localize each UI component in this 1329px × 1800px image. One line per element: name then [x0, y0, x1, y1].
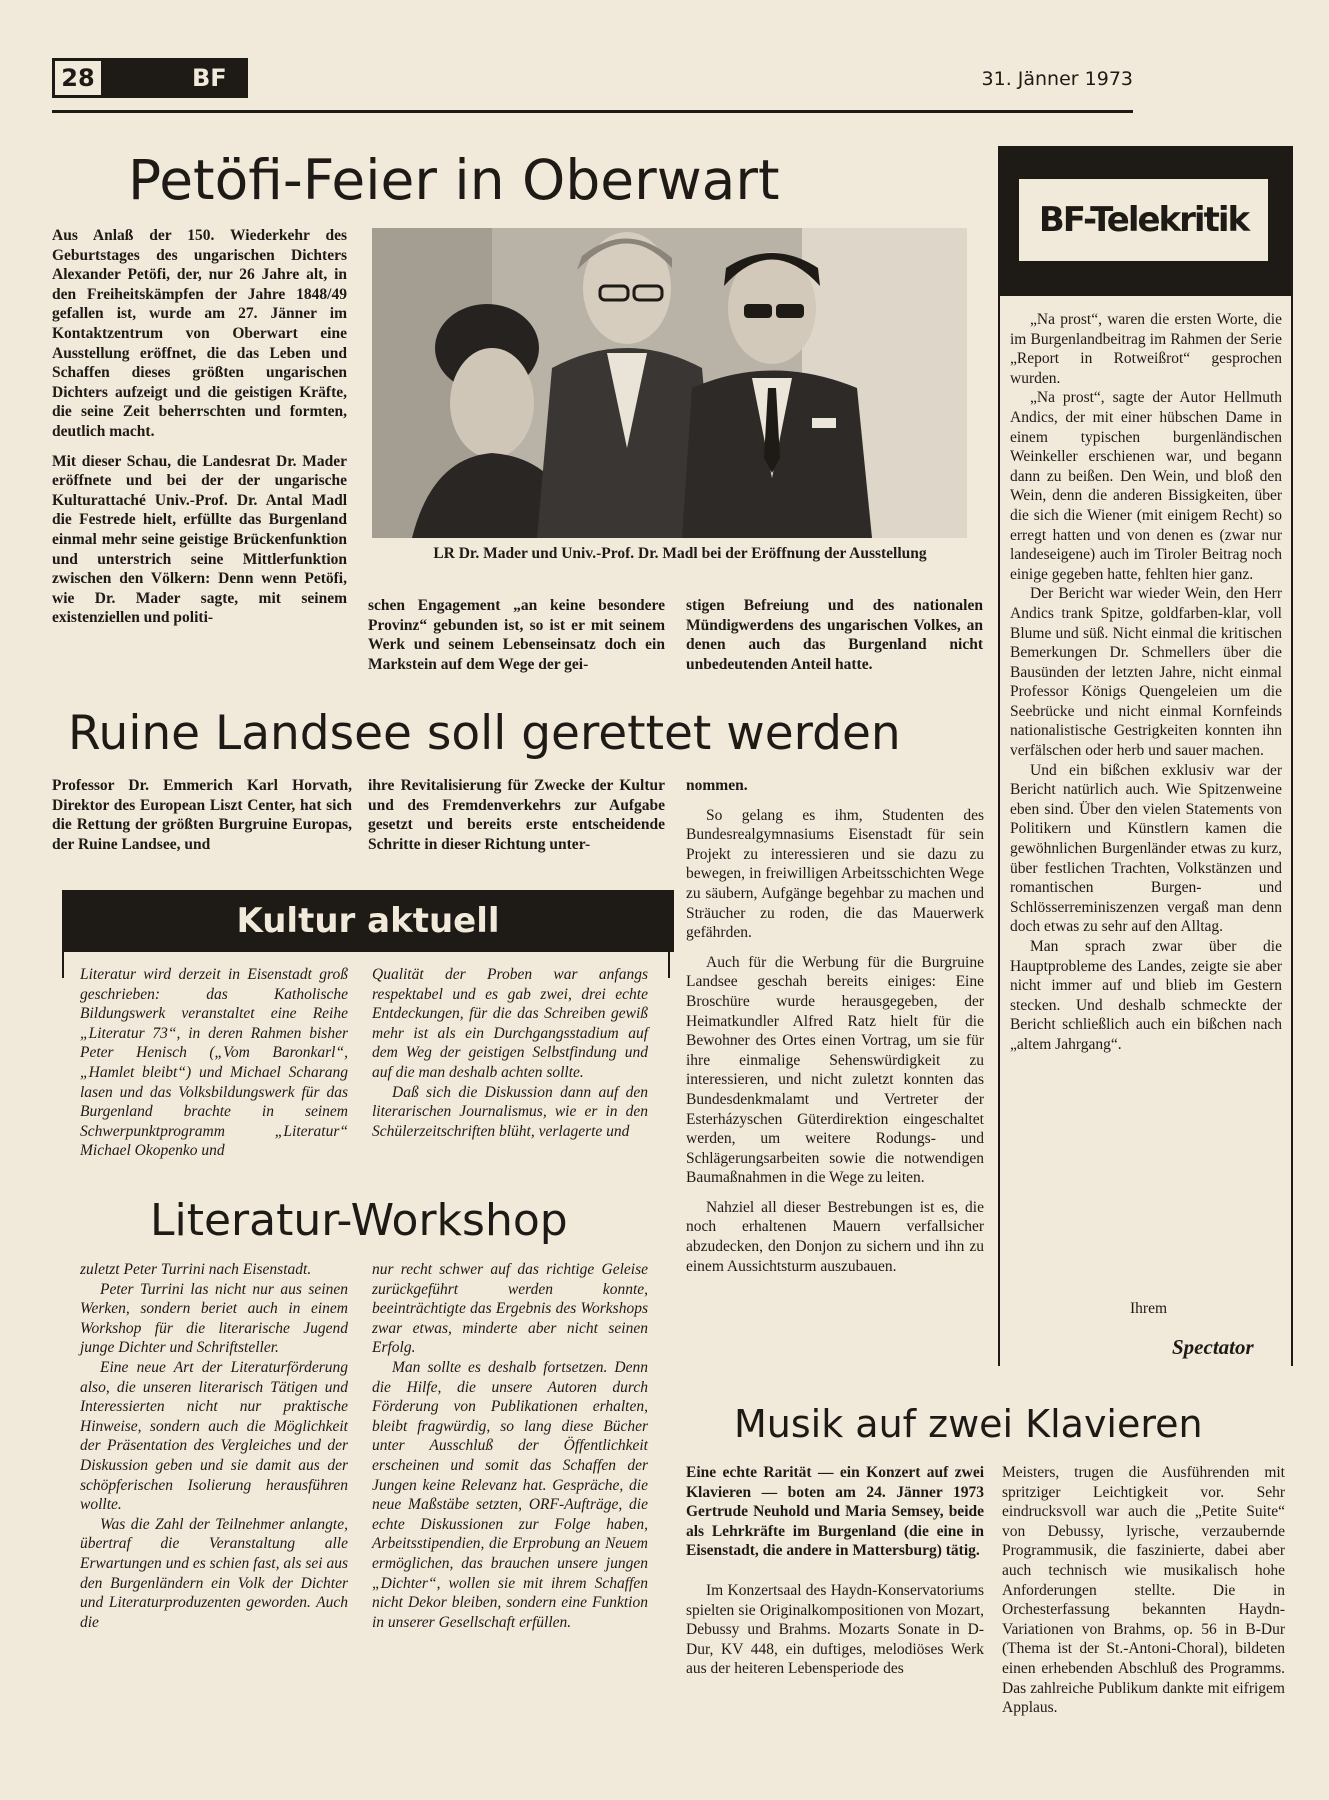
kultur-col1b-p4: Was die Zahl der Teilnehmer anlangte, übertraf die Veranstaltung alle Erwartungen und es schien fast, als sei aus den Burgenländern ein Volk der Dichter und Literaturproduzenten geworden. Auch die [80, 1515, 348, 1631]
petofi-para2: Mit dieser Schau, die Landesrat Dr. Mader eröffnete und bei der der ungarische Kulturattaché Univ.-Prof. Dr. Antal Madl die Festrede hielt, erfüllte das Burgenland einmal mehr seine geistige Brückenfunktion und unterstrich seine Mittlerfunktion zwischen den Völkern: Denn wenn Petöfi, wie Dr. Mader sagte, mit seinem existenziellen und politi- [52, 452, 347, 627]
ruine-col1: Professor Dr. Emmerich Karl Horvath, Direktor des European Liszt Center, hat sich die Rettung der größten Burgruine Europas, der Ruine Landsee, und [52, 777, 352, 853]
kultur-col1b-p1: zuletzt Peter Turrini nach Eisenstadt. [80, 1261, 312, 1278]
ruine-col2: ihre Revitalisierung für Zwecke der Kultur und des Fremdenverkehrs zur Aufgabe gesetzt und bereits erste entscheidende Schritte in dieser Richtung unter- [368, 777, 665, 853]
workshop-headline: Literatur-Workshop [150, 1195, 568, 1246]
telekritik-banner-frame [1016, 176, 1271, 264]
petofi-col1 [52, 226, 347, 628]
ruine-col3 [686, 776, 984, 1276]
kultur-frame-right [668, 948, 670, 978]
petofi-headline: Petöfi-Feier in Oberwart [128, 148, 780, 212]
ruine-headline: Ruine Landsee soll gerettet werden [68, 706, 901, 761]
telekritik-closing: Ihrem [1130, 1300, 1168, 1317]
telekritik-p2: „Na prost“, sagte der Autor Hellmuth Andics, der mit einer hübschen Dame in einem typischen burgenländischen Weinkeller erschienen war, und begann dann zu beißen. Den Wein, und bloß den Wein, denn die anderen Bissigkeiten, über die sich die Wiener (mit einigem Recht) so erregt hatten und von denen es (zwar nur landeseigene) auch im Tiroler Beitrag noch einige gegeben hatte, fehlten hier ganz. [1010, 389, 1282, 583]
musik-body: Im Konzertsaal des Haydn-Konservatoriums spielten sie Originalkompositionen von Mozart, Debussy und Brahms. Mozarts Sonate in D-Dur, KV 448, ein duftiges, melodiöses Werk aus der heiteren Lebensperiode des [686, 1581, 984, 1678]
issue-date: 31. Jänner 1973 [981, 68, 1133, 90]
petofi-lead: Aus Anlaß der 150. Wiederkehr des Geburtstages des ungarischen Dichters Alexander Petöfi, der, nur 26 Jahre alt, in den Freiheitskämpfen der Jahre 1848/49 gefallen ist, wurde am 27. Jänner im Kontaktzentrum von Oberwart eine Ausstellung eröffnet, die das Leben und Schaffen dieses größten ungarischen Dichters aufzeigt und die geistigen Kräfte, die seine Zeit beherrschten und formten, deutlich macht. [52, 227, 347, 440]
telekritik-p3: Der Bericht war wieder Wein, den Herr Andics trank Spitze, goldfarben-klar, voll Blume und süß. Nicht einmal die kritischen Bemerkungen Dr. Schmellers über die Bausünden der letzten Jahre, nicht einmal Professor Königs Quengeleien um die Seebrücke und nicht einmal Kornfeinds nationalistische Gestrigkeiten konnten ihn verfälschen oder herb und sauer machen. [1010, 585, 1282, 760]
petofi-col3: stigen Befreiung und des nationalen Mündigwerdens des ungarischen Volkes, an denen auch das Burgenland nicht unbedeutenden Anteil hatte. [686, 597, 983, 673]
page-number: 28 [52, 58, 104, 98]
telekritik-p4: Und ein bißchen exklusiv war der Bericht natürlich auch. Wie Spitzenweine eben sind. Über den vielen Statements von Politikern und Künstlern kamen die gewöhnlichen Burgenländer etwas zu kurz, über festlichen Trachten, Volkstänzen und romantischen Burgen- und Schlösserreminiszenzen vergaß man denn doch etwas zu sehr auf den Alltag. [1010, 761, 1282, 936]
ruine-col3-p3: Auch für die Werbung für die Burgruine Landsee geschah bereits einiges: Eine Broschüre wurde herausgegeben, der Heimatkundler Alfred Ratz hielt für die Bewohner des Ortes einen Vortrag, um sie für ihre einmalige Sehenswürdigkeit zu interessieren, und nicht zuletzt konnten das Bundesdenkmalamt und Vertreter der Esterházyschen Güterdirektion eingeschaltet werden, um weitere Rodungs- und Schlägerungsarbeiten sowie die notwendigen Baumaßnahmen in die Wege zu leiten. [686, 953, 984, 1187]
kultur-col2-p2: Daß sich die Diskussion dann auf den literarischen Journalismus, wie er in den Schülerzeitschriften blüht, verlagerte und [372, 1083, 648, 1140]
masthead [52, 58, 248, 98]
kultur-frame-left [62, 948, 64, 978]
kultur-col1b [80, 1260, 348, 1632]
photo-caption: LR Dr. Mader und Univ.-Prof. Dr. Madl bei der Eröffnung der Ausstellung [433, 545, 927, 562]
kultur-col1b-p3: Eine neue Art der Literaturförderung also, die unseren literarisch Tätigen und Interessierten nicht nur praktische Hinweise, sondern auch die Möglichkeit der Präsentation des Vergleiches und der Diskussion geben und sie damit aus der schöpferischen Isolierung herausführen wollte. [80, 1358, 348, 1514]
kultur-col2 [372, 965, 648, 1141]
telekritik-banner [998, 146, 1293, 296]
musik-lead: Eine echte Rarität — ein Konzert auf zwei Klavieren — boten am 24. Jänner 1973 Gertrude Neuhold und Maria Semsey, beide als Lehrkräfte im Burgenland (die eine in Eisenstadt, die andere in Mattersburg) tätig. [686, 1464, 984, 1560]
telekritik-body [1010, 310, 1282, 1055]
petofi-col2: schen Engagement „an keine besondere Provinz“ gebunden ist, so ist er mit seinem Werk und seinem Lebenseinsatz doch ein Markstein auf dem Wege der gei- [368, 597, 665, 673]
telekritik-p1: „Na prost“, waren die ersten Worte, die im Burgenlandbeitrag im Rahmen der Serie „Report in Rotweißrot“ gesprochen wurden. [1010, 311, 1282, 387]
photo-illustration [372, 228, 967, 538]
ruine-col3-p4: Nahziel all dieser Bestrebungen ist es, die noch erhaltenen Mauern verfallsicher abzudecken, den Donjon zu sichern und ihn zu einem Aussichtsturm auszubauen. [686, 1198, 984, 1275]
kultur-col1b-p2: Peter Turrini las nicht nur aus seinen Werken, sondern beriet auch in einem Workshop für die literarische Jugend junge Dichter und Schriftsteller. [80, 1280, 348, 1357]
ruine-col3-p1: nommen. [686, 777, 748, 794]
kultur-col2b [372, 1260, 648, 1632]
musik-col1 [686, 1463, 984, 1679]
telekritik-banner-text: BF-Telekritik [1038, 200, 1249, 240]
ruine-col3-p2: So gelang es ihm, Studenten des Bundesrealgymnasiums Eisenstadt für sein Projekt zu interessieren und sie dazu zu bewegen, in freiwilligen Arbeitsschichten Wege zu säubern, Aufgänge begehbar zu machen und Sträucher zu roden, die das Mauerwerk gefährden. [686, 806, 984, 942]
kultur-col1: Literatur wird derzeit in Eisenstadt groß geschrieben: das Katholische Bildungswerk veranstaltet eine Reihe „Literatur 73“, in deren Rahmen bisher Peter Henisch („Vom Baronkarl“, „Hamlet bleibt“) und Michael Scharang lasen und das Volksbildungswerk für das Burgenland brachte in seinem Schwerpunktprogramm „Literatur“ Michael Okopenko und [80, 966, 348, 1160]
telekritik-signature: Spectator [1172, 1335, 1254, 1359]
musik-col2: Meisters, trugen die Ausführenden mit spritziger Leichtigkeit vor. Sehr eindrucksvoll war auch die „Petite Suite“ von Debussy, lyrische, verzaubernde Programmusik, die faszinierte, dabei aber auch technisch wie musikalisch hohe Anforderungen stellte. Die in Orchesterfassung bekannten Haydn-Variationen von Brahms, op. 56 in B-Dur (Thema ist der St.-Antoni-Choral), bildeten einen erhebenden Abschluß des Programms. Das zahlreiche Publikum dankte mit eifrigem Applaus. [1002, 1464, 1285, 1717]
masthead-logo: BF [192, 64, 227, 92]
header-rule [52, 110, 1133, 113]
kultur-col2b-p1: nur recht schwer auf das richtige Geleise zurückgeführt werden konnte, beeinträchtigte das Ergebnis des Workshops zwar etwas, minderte aber nicht seinen Erfolg. [372, 1261, 648, 1357]
kultur-col2b-p2: Man sollte es deshalb fortsetzen. Denn die Hilfe, die unsere Autoren durch Förderung von Publikationen erhalten, bleibt fragwürdig, so lang diese Bücher unter Ausschluß der Öffentlichkeit erscheinen und somit das Schaffen der Jungen keine Relevanz hat. Gespräche, die neue Maßstäbe setzten, ORF-Aufträge, die echte Diskussionen zur Folge haben, Arbeitsstipendien, die Erprobung an Neuem ermöglichen, das brauchen unsere jungen „Dichter“, wollen sie mit ihrem Schaffen nicht Dekor bleiben, sondern eine Funktion in unserer Gesellschaft erfüllen. [372, 1358, 648, 1631]
kultur-col2-p1: Qualität der Proben war anfangs respektabel und es gab zwei, drei echte Entdeckungen, für die das Schreiben gewiß mehr ist als ein Durchgangsstadium auf dem Weg der geistigen Selbstfindung und auf die man deshalb achten sollte. [372, 966, 648, 1081]
kultur-banner-text: Kultur aktuell [236, 901, 500, 941]
event-photo [372, 228, 967, 538]
telekritik-frame-left [998, 296, 1000, 1366]
kultur-banner [62, 890, 674, 952]
musik-headline: Musik auf zwei Klavieren [734, 1402, 1203, 1446]
telekritik-p5: Man sprach zwar über die Hauptprobleme des Landes, zeigte sie aber nicht immer auf und blieb im Gestern stecken. Und deshalb schmeckte der Bericht schließlich auch ein bißchen nach „altem Jahrgang“. [1010, 938, 1282, 1053]
telekritik-frame-right [1291, 296, 1293, 1366]
